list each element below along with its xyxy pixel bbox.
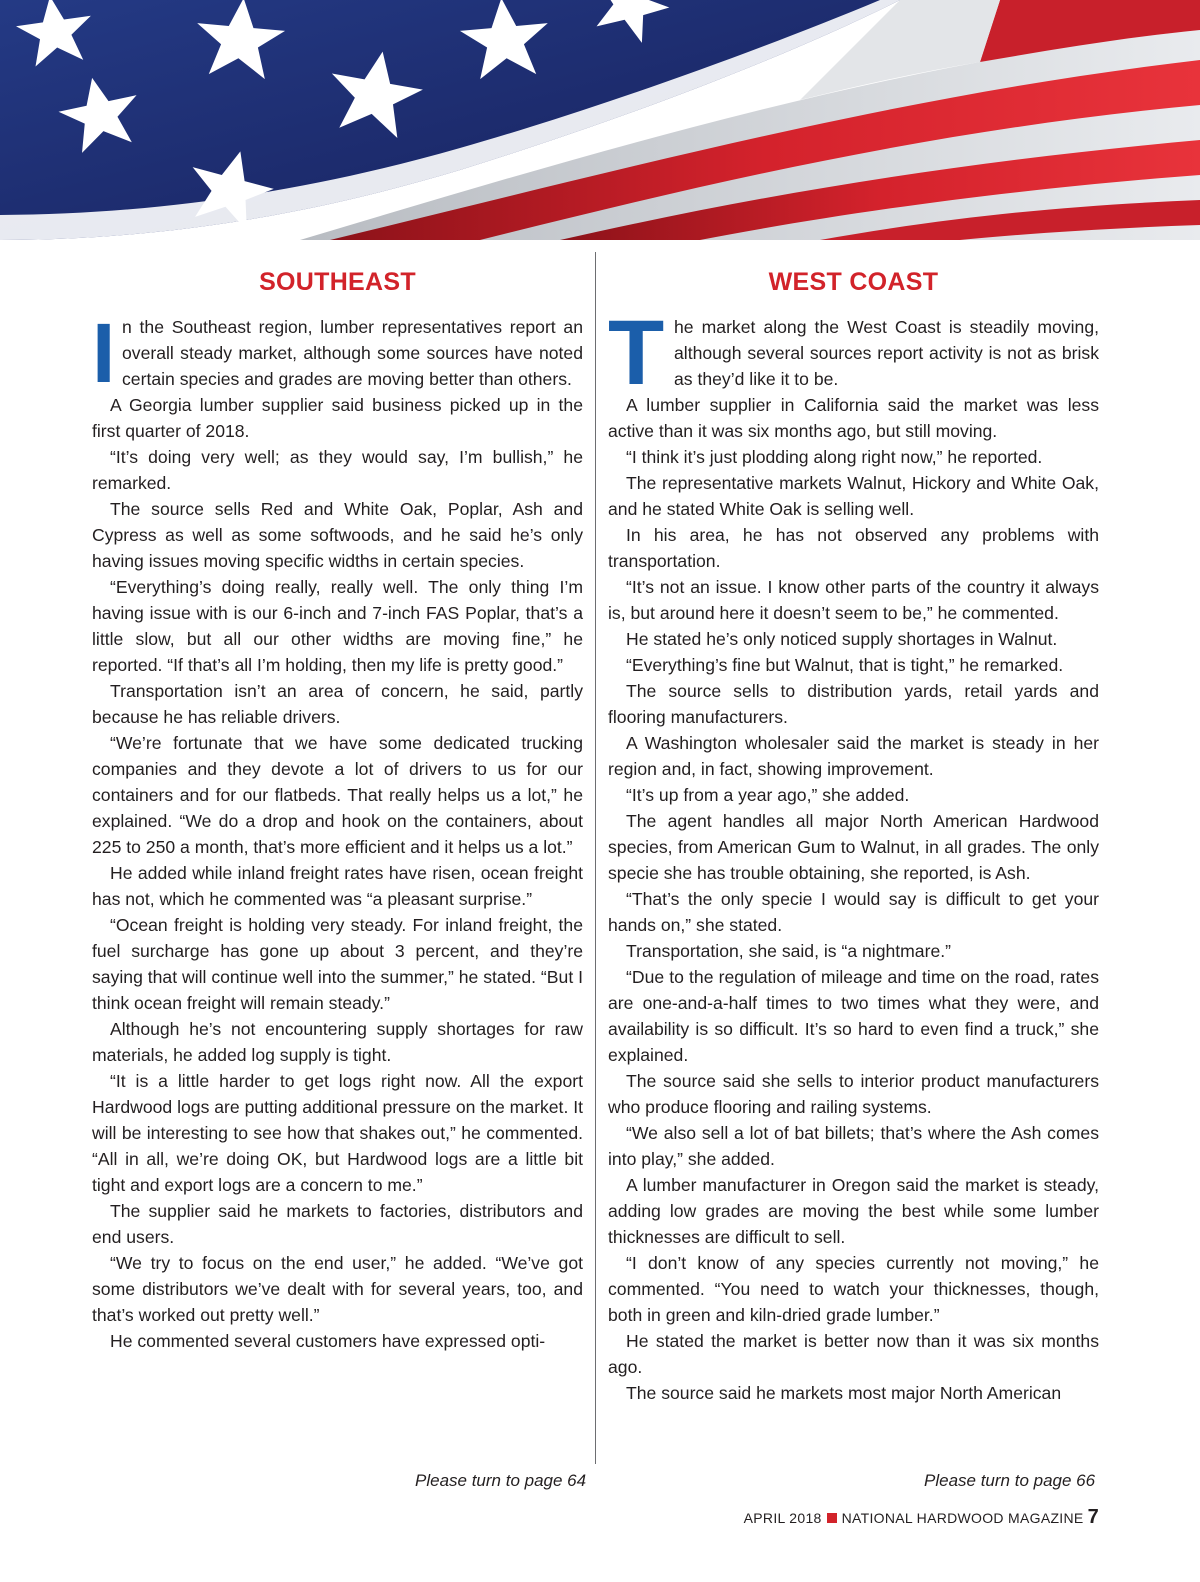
west-coast-paragraph: The representative markets Walnut, Hickory and White Oak, and he stated White Oak is selling well. [608, 473, 1099, 519]
southeast-paragraph: “Everything’s doing really, really well. The only thing I’m having issue with is our 6-inch and 7-inch FAS Poplar, that’s a little slow, but all our other widths are moving fine,” he reported. “If that’s all I’m holding, then my life is pretty good.” [92, 577, 583, 675]
southeast-column [92, 262, 583, 1354]
west-coast-column [608, 262, 1099, 1406]
southeast-paragraph: “We’re fortunate that we have some dedicated trucking companies and they devote a lot of drivers to us for our containers and for our flatbeds. That really helps us a lot,” he explained. “We do a drop and hook on the containers, about 225 to 250 a month, that’s more efficient and it helps us a lot.” [92, 733, 583, 857]
west-coast-paragraph: In his area, he has not observed any problems with transportation. [608, 525, 1099, 571]
page-footer [744, 1506, 1099, 1529]
west-coast-paragraph: “I don’t know of any species currently not moving,” he commented. “You need to watch your thicknesses, though, both in green and kiln-dried grade lumber.” [608, 1253, 1099, 1325]
west-coast-paragraph: “That’s the only specie I would say is difficult to get your hands on,” she stated. [608, 889, 1099, 935]
west-coast-heading: WEST COAST [768, 268, 939, 296]
west-coast-body [608, 302, 1099, 1406]
footer-issue: APRIL 2018 [743, 1509, 822, 1526]
west-coast-paragraph: “We also sell a lot of bat billets; that’s where the Ash comes into play,” she added. [608, 1123, 1099, 1169]
column-divider [595, 252, 596, 1464]
west-coast-paragraph: The market along the West Coast is steadily moving, although several sources report activity is not as brisk as they’d like it to be. [608, 302, 1099, 404]
west-coast-paragraph: “It’s up from a year ago,” she added. [626, 785, 910, 805]
west-coast-paragraph: A lumber manufacturer in Oregon said the market is steady, adding low grades are moving the best while some lumber thicknesses are difficult to sell. [608, 1175, 1099, 1247]
american-flag-image [0, 0, 1200, 240]
southeast-paragraph: Transportation isn’t an area of concern, he said, partly because he has reliable drivers. [92, 681, 583, 727]
west-coast-paragraph: A lumber supplier in California said the market was less active than it was six months ago, but still moving. [608, 395, 1099, 441]
square-bullet-icon [827, 1513, 837, 1523]
southeast-dropcap: I [92, 306, 116, 400]
west-coast-dropcap: T [608, 302, 665, 404]
southeast-paragraph: The supplier said he markets to factories, distributors and end users. [92, 1201, 583, 1247]
west-coast-paragraph: “Everything’s fine but Walnut, that is tight,” he remarked. [626, 655, 1064, 675]
west-coast-paragraph: The source sells to distribution yards, retail yards and flooring manufacturers. [608, 681, 1099, 727]
west-coast-paragraph: The source said she sells to interior product manufacturers who produce flooring and railing systems. [608, 1071, 1099, 1117]
southeast-paragraph: In the Southeast region, lumber representatives report an overall steady market, although some sources have noted certain species and grades are moving better than others. [92, 306, 583, 400]
west-coast-continued-link: Please turn to page 66 [924, 1471, 1096, 1490]
southeast-paragraph: “It is a little harder to get logs right now. All the export Hardwood logs are putting additional pressure on the market. It will be interesting to see how that shakes out,” he commented. “All in all, we’re doing OK, but Hardwood logs are a little bit tight and export logs are a concern to me.” [92, 1071, 583, 1195]
footer-magazine: NATIONAL HARDWOOD MAGAZINE [841, 1509, 1084, 1526]
american-flag-banner [0, 0, 1200, 240]
southeast-paragraph: He commented several customers have expressed opti- [110, 1331, 546, 1351]
west-coast-paragraph: He stated the market is better now than it was six months ago. [608, 1331, 1099, 1377]
west-coast-paragraph: The agent handles all major North American Hardwood species, from American Gum to Walnut, in all grades. The only specie she has trouble obtaining, she reported, is Ash. [608, 811, 1099, 883]
west-coast-paragraph: A Washington wholesaler said the market is steady in her region and, in fact, showing improvement. [608, 733, 1099, 779]
southeast-body [92, 306, 583, 1354]
page-number: 7 [1087, 1506, 1099, 1528]
southeast-heading: SOUTHEAST [259, 268, 416, 296]
west-coast-paragraph: The source said he markets most major North American [626, 1383, 1062, 1403]
west-coast-paragraph: “I think it’s just plodding along right now,” he reported. [626, 447, 1043, 467]
west-coast-paragraph: “Due to the regulation of mileage and time on the road, rates are one-and-a-half times to two times what they were, and availability is so difficult. It’s so hard to even find a truck,” she explained. [608, 967, 1099, 1065]
southeast-paragraph: “It’s doing very well; as they would say, I’m bullish,” he remarked. [92, 447, 583, 493]
west-coast-paragraph: “It’s not an issue. I know other parts of the country it always is, but around here it doesn’t seem to be,” he commented. [608, 577, 1099, 623]
west-coast-paragraph: He stated he’s only noticed supply shortages in Walnut. [626, 629, 1058, 649]
west-coast-paragraph: Transportation, she said, is “a nightmare.” [626, 941, 951, 961]
southeast-paragraph: He added while inland freight rates have risen, ocean freight has not, which he commented was “a pleasant surprise.” [92, 863, 583, 909]
southeast-paragraph: “Ocean freight is holding very steady. For inland freight, the fuel surcharge has gone up about 3 percent, and they’re saying that will continue well into the summer,” he stated. “But I think ocean freight will remain steady.” [92, 915, 583, 1013]
southeast-paragraph: Although he’s not encountering supply shortages for raw materials, he added log supply is tight. [92, 1019, 583, 1065]
southeast-paragraph: A Georgia lumber supplier said business picked up in the first quarter of 2018. [92, 395, 583, 441]
southeast-paragraph: The source sells Red and White Oak, Poplar, Ash and Cypress as well as some softwoods, and he said he’s only having issues moving specific widths in certain species. [92, 499, 583, 571]
southeast-paragraph: “We try to focus on the end user,” he added. “We’ve got some distributors we’ve dealt with for several years, too, and that’s worked out pretty well.” [92, 1253, 583, 1325]
southeast-continued-link: Please turn to page 64 [415, 1471, 587, 1490]
